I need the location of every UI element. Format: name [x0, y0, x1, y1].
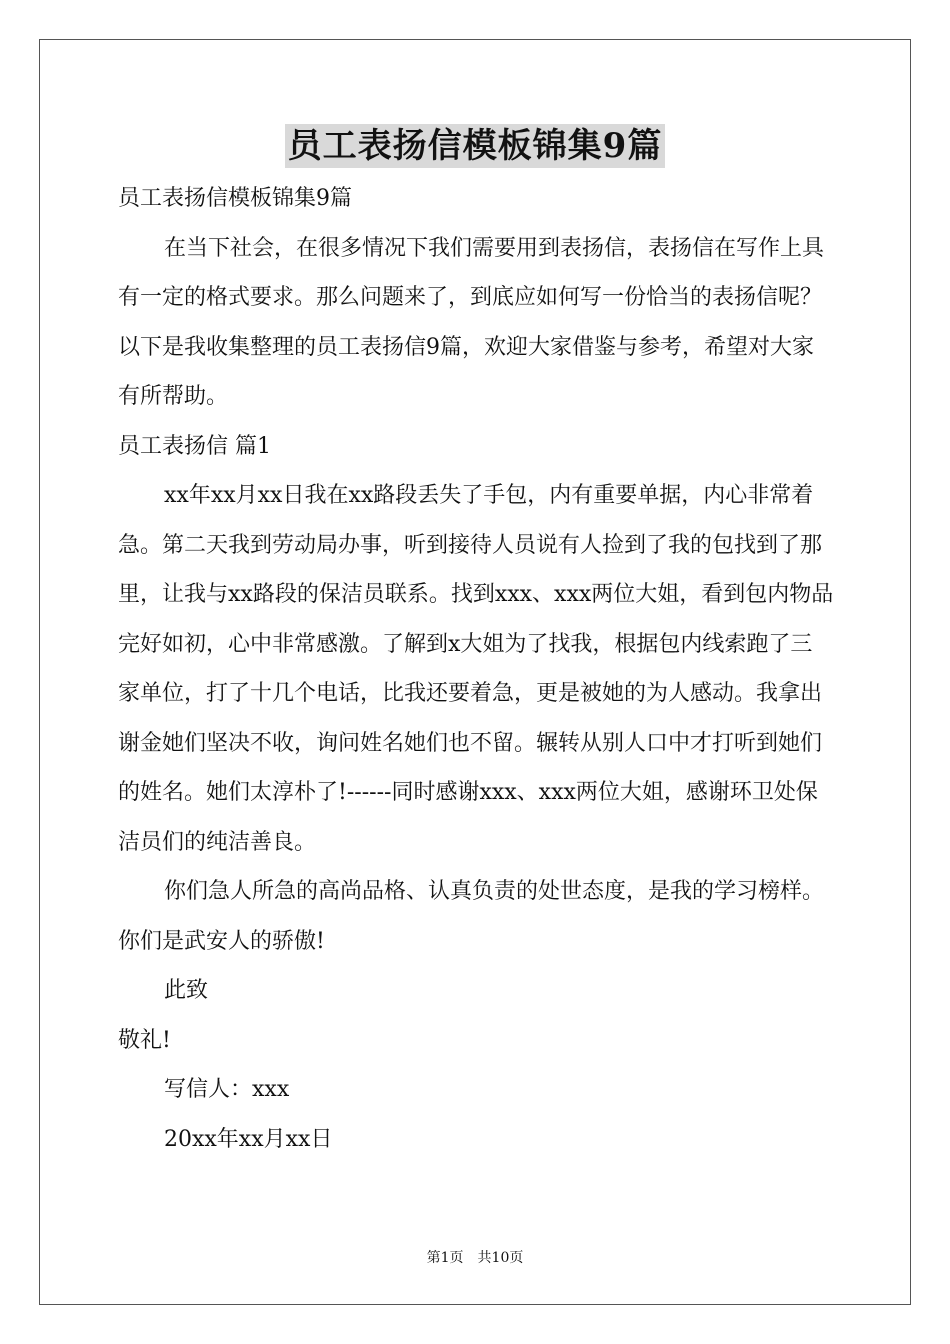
document-body	[118, 174, 834, 1164]
letter-paragraph-2: 你们急人所急的高尚品格、认真负责的处世态度，是我的学习榜样。你们是武安人的骄傲!	[118, 879, 825, 954]
intro-paragraph: 在当下社会，在很多情况下我们需要用到表扬信，表扬信在写作上具有一定的格式要求。那么问题来了，到底应如何写一份恰当的表扬信呢？以下是我收集整理的员工表扬信9篇，欢迎大家借鉴与参考，希望对大家有所帮助。	[118, 235, 825, 409]
closing-line: 此致	[164, 978, 209, 1003]
document-subtitle: 员工表扬信模板锦集9篇	[118, 186, 352, 211]
date-line: 20xx年xx月xx日	[164, 1126, 333, 1152]
document-title: 员工表扬信模板锦集9篇	[285, 124, 666, 168]
letter-paragraph-1: xx年xx月xx日我在xx路段丢失了手包，内有重要单据，内心非常着急。第二天我到劳动局办事，听到接待人员说有人捡到了我的包找到了那里，让我与xx路段的保洁员联系。找到xxx、xxx两位大姐，看到包内物品完好如初，心中非常感激。了解到x大姐为了找我，根据包内线索跑了三家单位，打了十几个电话，比我还要着急，更是被她的为人感动。我拿出谢金她们坚决不收，询问姓名她们也不留。辗转从别人口中才打听到她们的姓名。她们太淳朴了!------同时感谢xxx、xxx两位大姐，感谢环卫处保洁员们的纯洁善良。	[118, 483, 834, 855]
signer-line: 写信人：xxx	[164, 1077, 290, 1102]
salute-line: 敬礼!	[118, 1027, 171, 1053]
title-container	[0, 124, 950, 168]
section-heading: 员工表扬信 篇1	[118, 433, 271, 459]
page-footer: 第1页 共10页	[426, 1250, 524, 1266]
